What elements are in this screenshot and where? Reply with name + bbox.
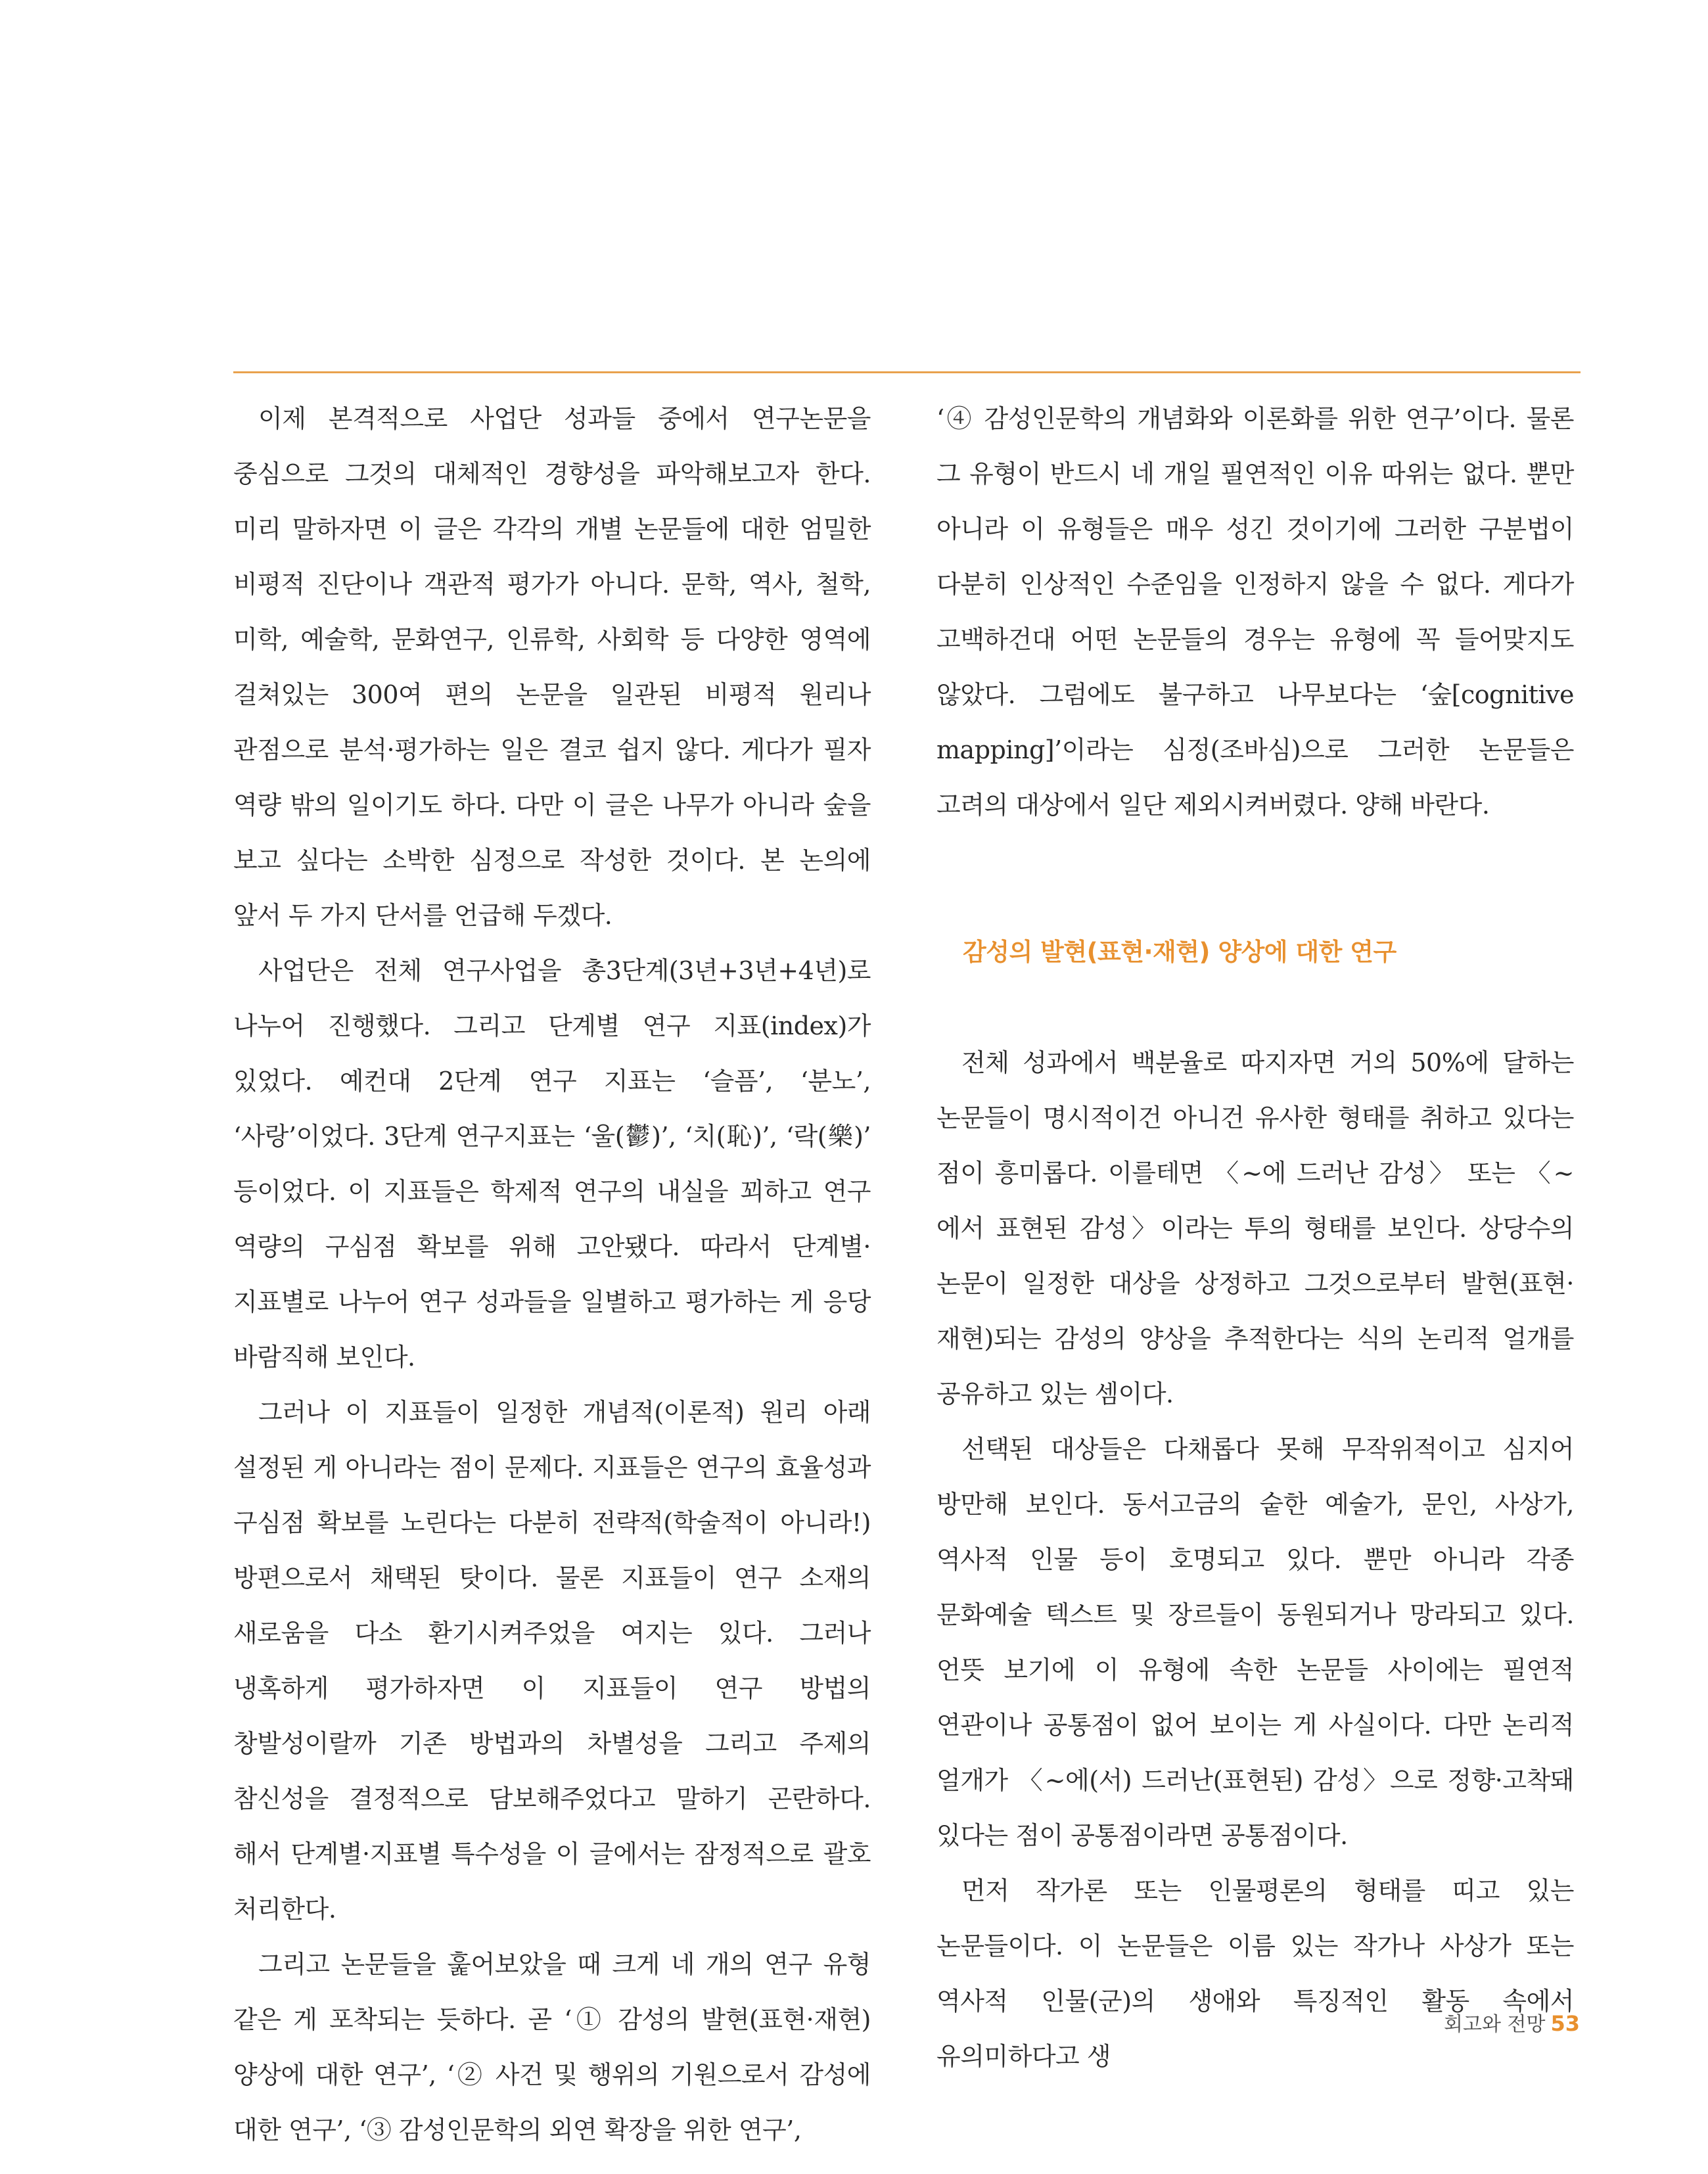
paragraph: 먼저 작가론 또는 인물평론의 형태를 띠고 있는 논문들이다. 이 논문들은 이름 있는 작가나 사상가 또는 역사적 인물(군)의 생애와 특징적인 활동 속에서 유의미하다고 생 — [936, 1876, 1574, 2071]
page-number: 53 — [1550, 2011, 1580, 2036]
footer-section-title: 회고와 전망 — [1444, 2013, 1546, 2036]
right-column — [936, 391, 1574, 2084]
paragraph-continued: ‘④ 감성인문학의 개념화와 이론화를 위한 연구’이다. 물론 그 유형이 반드시 네 개일 필연적인 이유 따위는 없다. 뿐만 아니라 이 유형들은 매우 성긴 것이기에 그러한 구분법이 다분히 인상적인 수준임을 인정하지 않을 수 없다. 게다가 고백하건대 어떤 논문들의 경우는 유형에 꼭 들어맞지도 않았다. 그럼에도 불구하고 나무보다는 ‘숲[cognitive mapping]’이라는 심정(조바심)으로 그러한 논문들은 고려의 대상에서 일단 제외시켜버렸다. 양해 바란다. — [936, 404, 1574, 820]
left-column — [233, 391, 871, 2158]
paragraph: 그러나 이 지표들이 일정한 개념적(이론적) 원리 아래 설정된 게 아니라는 점이 문제다. 지표들은 연구의 효율성과 구심점 확보를 노린다는 다분히 전략적(학술적이 아니라!) 방편으로서 채택된 탓이다. 물론 지표들이 연구 소재의 새로움을 다소 환기시켜주었을 여지는 있다. 그러나 냉혹하게 평가하자면 이 지표들이 연구 방법의 창발성이랄까 기존 방법과의 차별성을 그리고 주제의 참신성을 결정적으로 담보해주었다고 말하기 곤란하다. 해서 단계별·지표별 특수성을 이 글에서는 잠정적으로 괄호 처리한다. — [233, 1398, 871, 1924]
paragraph: 전체 성과에서 백분율로 따지자면 거의 50%에 달하는 논문들이 명시적이건 아니건 유사한 형태를 취하고 있다는 점이 흥미롭다. 이를테면 〈~에 드러난 감성〉 또는 〈~에서 표현된 감성〉이라는 투의 형태를 보인다. 상당수의 논문이 일정한 대상을 상정하고 그것으로부터 발현(표현·재현)되는 감성의 양상을 추적한다는 식의 논리적 얼개를 공유하고 있는 셈이다. — [936, 1048, 1574, 1408]
paragraph: 선택된 대상들은 다채롭다 못해 무작위적이고 심지어 방만해 보인다. 동서고금의 숱한 예술가, 문인, 사상가, 역사적 인물 등이 호명되고 있다. 뿐만 아니라 각종 문화예술 텍스트 및 장르들이 동원되거나 망라되고 있다. 언뜻 보기에 이 유형에 속한 논문들 사이에는 필연적 연관이나 공통점이 없어 보이는 게 사실이다. 다만 논리적 얼개가 〈~에(서) 드러난(표현된) 감성〉으로 정향·고착돼 있다는 점이 공통점이라면 공통점이다. — [936, 1435, 1574, 1850]
paragraph: 그리고 논문들을 훑어보았을 때 크게 네 개의 연구 유형 같은 게 포착되는 듯하다. 곧 ‘① 감성의 발현(표현·재현) 양상에 대한 연구’, ‘② 사건 및 행위의 기원으로서 감성에 대한 연구’, ‘③ 감성인문학의 외연 확장을 위한 연구’, — [233, 1950, 871, 2144]
section-heading: 감성의 발현(표현·재현) 양상에 대한 연구 — [963, 938, 1396, 966]
paragraph: 사업단은 전체 연구사업을 총3단계(3년+3년+4년)로 나누어 진행했다. 그리고 단계별 연구 지표(index)가 있었다. 예컨대 2단계 연구 지표는 ‘슬픔’, ‘분노’, ‘사랑’이었다. 3단계 연구지표는 ‘울(鬱)’, ‘치(恥)’, ‘락(樂)’ 등이었다. 이 지표들은 학제적 연구의 내실을 꾀하고 연구 역량의 구심점 확보를 위해 고안됐다. 따라서 단계별·지표별로 나누어 연구 성과들을 일별하고 평가하는 게 응당 바람직해 보인다. — [233, 956, 871, 1372]
page-footer — [1444, 2008, 1580, 2037]
top-divider-rule — [233, 371, 1581, 373]
paragraph: 이제 본격적으로 사업단 성과들 중에서 연구논문을 중심으로 그것의 대체적인 경향성을 파악해보고자 한다. 미리 말하자면 이 글은 각각의 개별 논문들에 대한 엄밀한 비평적 진단이나 객관적 평가가 아니다. 문학, 역사, 철학, 미학, 예술학, 문화연구, 인류학, 사회학 등 다양한 영역에 걸쳐있는 300여 편의 논문을 일관된 비평적 원리나 관점으로 분석·평가하는 일은 결코 쉽지 않다. 게다가 필자 역량 밖의 일이기도 하다. 다만 이 글은 나무가 아니라 숲을 보고 싶다는 소박한 심정으로 작성한 것이다. 본 논의에 앞서 두 가지 단서를 언급해 두겠다. — [233, 404, 871, 930]
